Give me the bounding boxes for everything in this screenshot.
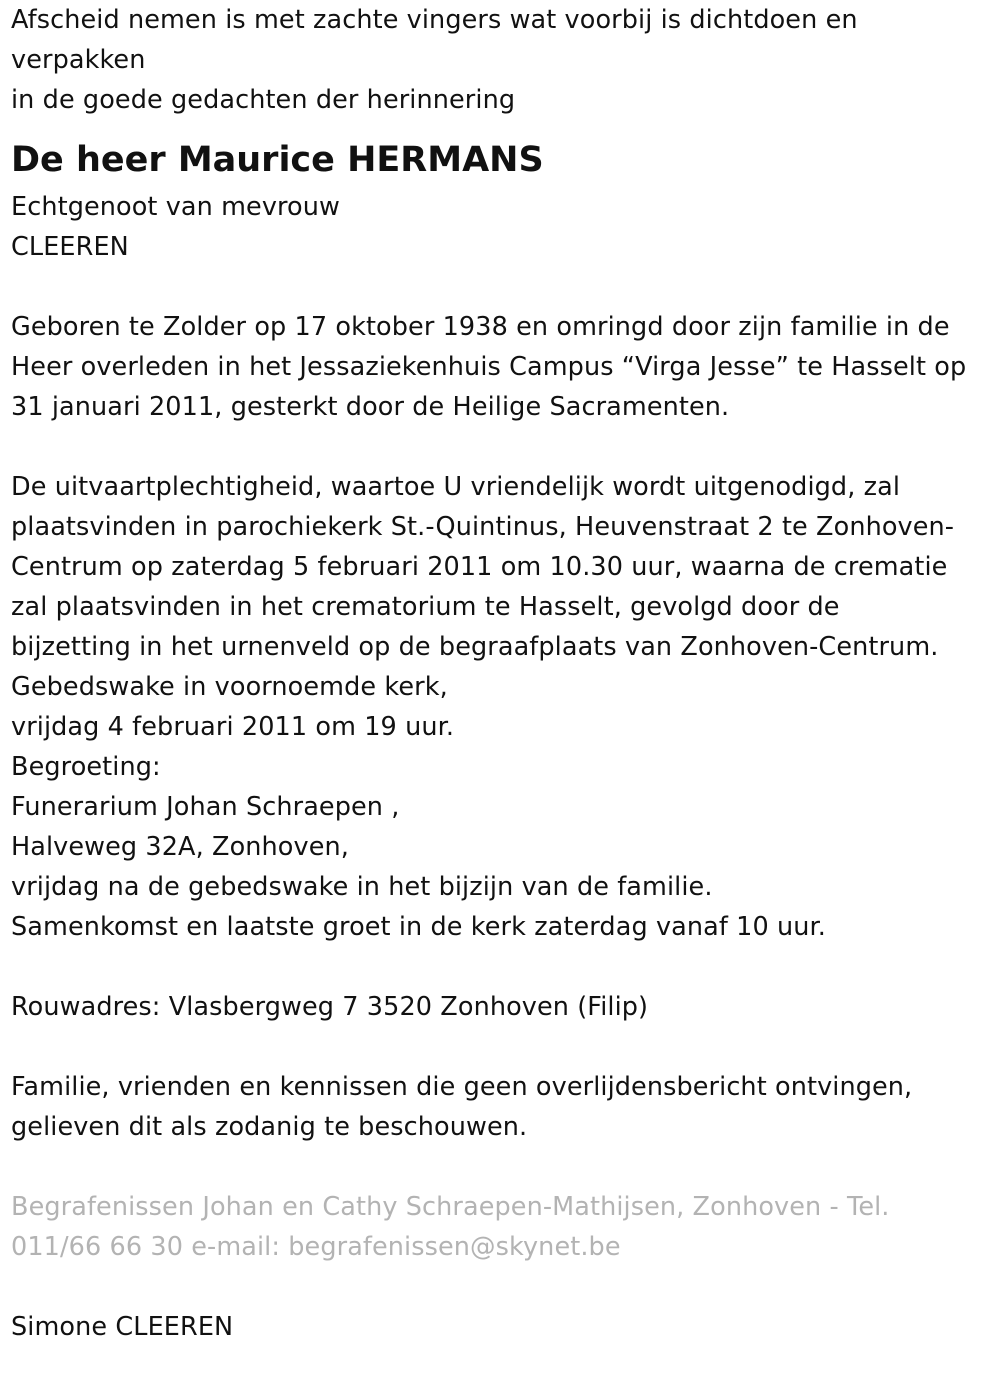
spacer	[11, 267, 991, 307]
funeral-line-9: Funerarium Johan Schraepen ,	[11, 792, 400, 822]
notice-line-1: Familie, vrienden en kennissen die geen overlijdensbericht ontvingen,	[11, 1072, 913, 1102]
funeral-line-4: zal plaatsvinden in het crematorium te Hasselt, gevolgd door de	[11, 592, 840, 622]
birth-death-line-2: Heer overleden in het Jessaziekenhuis Campus “Virga Jesse” te Hasselt op	[11, 352, 967, 382]
spacer	[11, 1147, 991, 1187]
spacer	[11, 1267, 991, 1307]
funeral-line-1: De uitvaartplechtigheid, waartoe U vriendelijk wordt uitgenodigd, zal	[11, 472, 901, 502]
intro-poem	[11, 0, 991, 120]
birth-death-paragraph	[11, 307, 991, 427]
spacer	[11, 1027, 991, 1067]
birth-death-line-3: 31 januari 2011, gesterkt door de Heilige Sacramenten.	[11, 392, 730, 422]
intro-line-2: verpakken	[11, 45, 146, 75]
signature: Simone CLEEREN	[11, 1312, 234, 1342]
spouse-line-2: CLEEREN	[11, 232, 129, 262]
obituary-document	[11, 0, 991, 1347]
deceased-name: De heer Maurice HERMANS	[11, 140, 544, 180]
undertaker-line-1: Begrafenissen Johan en Cathy Schraepen-Mathijsen, Zonhoven - Tel.	[11, 1192, 890, 1222]
spacer	[11, 947, 991, 987]
notice-line-2: gelieven dit als zodanig te beschouwen.	[11, 1112, 528, 1142]
funeral-line-2: plaatsvinden in parochiekerk St.-Quintinus, Heuvenstraat 2 te Zonhoven-	[11, 512, 955, 542]
intro-line-1: Afscheid nemen is met zachte vingers wat voorbij is dichtdoen en	[11, 5, 858, 35]
mourning-address: Rouwadres: Vlasbergweg 7 3520 Zonhoven (Filip)	[11, 992, 649, 1022]
undertaker-line-2: 011/66 66 30 e-mail: begrafenissen@skynet.be	[11, 1232, 621, 1262]
notice-paragraph	[11, 1067, 991, 1147]
funeral-line-3: Centrum op zaterdag 5 februari 2011 om 10.30 uur, waarna de crematie	[11, 552, 948, 582]
spacer	[11, 427, 991, 467]
spouse-line-1: Echtgenoot van mevrouw	[11, 192, 340, 222]
funeral-line-8: Begroeting:	[11, 752, 161, 782]
intro-line-3: in de goede gedachten der herinnering	[11, 85, 516, 115]
birth-death-line-1: Geboren te Zolder op 17 oktober 1938 en omringd door zijn familie in de	[11, 312, 950, 342]
funeral-line-6: Gebedswake in voornoemde kerk,	[11, 672, 448, 702]
undertaker-info	[11, 1187, 991, 1267]
funeral-line-10: Halveweg 32A, Zonhoven,	[11, 832, 349, 862]
funeral-line-7: vrijdag 4 februari 2011 om 19 uur.	[11, 712, 455, 742]
funeral-paragraph	[11, 467, 991, 947]
funeral-line-5: bijzetting in het urnenveld op de begraafplaats van Zonhoven-Centrum.	[11, 632, 939, 662]
funeral-line-12: Samenkomst en laatste groet in de kerk zaterdag vanaf 10 uur.	[11, 912, 826, 942]
spouse-info	[11, 187, 991, 267]
funeral-line-11: vrijdag na de gebedswake in het bijzijn van de familie.	[11, 872, 713, 902]
